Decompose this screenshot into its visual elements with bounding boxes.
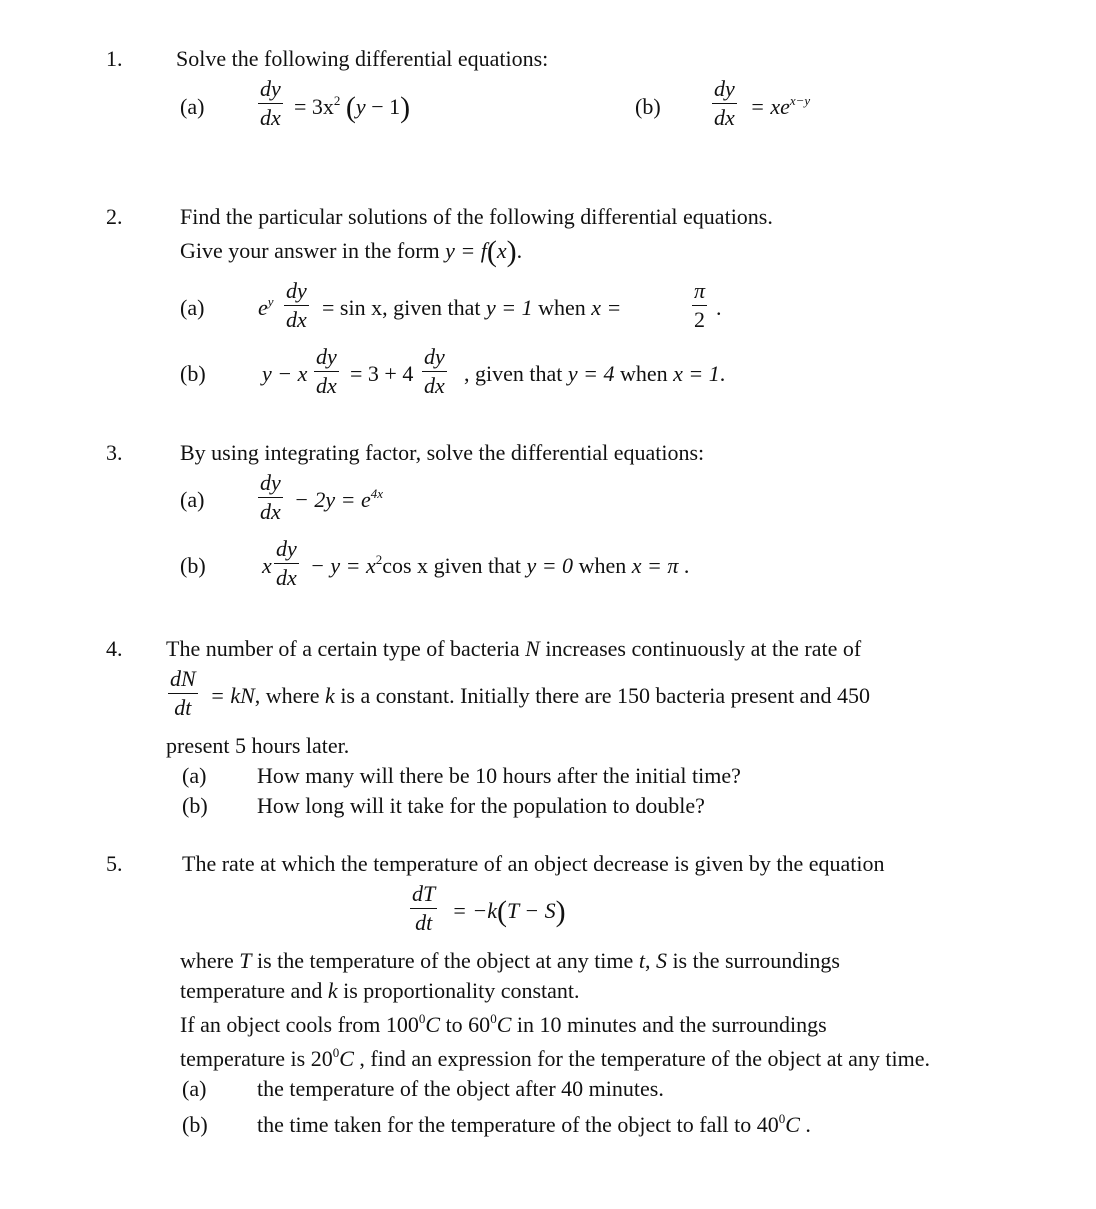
question-2-number: 2. bbox=[106, 204, 123, 229]
denominator: dx bbox=[260, 105, 281, 130]
numerator: dy bbox=[314, 346, 339, 372]
question-2-form-text: Give your answer in the form y = f(x). bbox=[180, 235, 523, 268]
question-4-line-2: = kN, where k is a constant. Initially there are 150 bacteria present and 450 bbox=[210, 683, 870, 708]
question-2b-label: (b) bbox=[180, 361, 206, 386]
question-5-number: 5. bbox=[106, 851, 123, 876]
question-1b-equation: = $xe^{x-y}$ bbox=[750, 93, 811, 119]
numerator: π bbox=[692, 280, 707, 306]
question-3b-equation: − $y = x^2\cos$ x given that y = 0 when x = π . bbox=[310, 552, 690, 578]
question-5-text: The rate at which the temperature of an object decrease is given by the equation bbox=[182, 851, 885, 876]
denominator: dt bbox=[174, 695, 192, 720]
question-4a-text: How many will there be 10 hours after the initial time? bbox=[257, 763, 741, 788]
question-5-cooling-line: If an object cools from $100^0C$ to $60^0C$ in 10 minutes and the surroundings bbox=[180, 1011, 827, 1037]
question-2a-label: (a) bbox=[180, 295, 205, 320]
denominator: 2 bbox=[694, 307, 706, 332]
question-1b-label: (b) bbox=[635, 94, 661, 119]
question-2a-fraction bbox=[284, 280, 309, 331]
numerator: dT bbox=[410, 883, 437, 909]
question-4-line-1: The number of a certain type of bacteria N increases continuously at the rate of bbox=[166, 636, 862, 661]
numerator: dy bbox=[258, 78, 283, 104]
question-3b-lhs: x bbox=[262, 553, 272, 578]
question-5b-text: the time taken for the temperature of the object to fall to $40^0C$ . bbox=[257, 1111, 811, 1137]
denominator: dx bbox=[286, 307, 307, 332]
numerator: dN bbox=[168, 668, 198, 694]
question-1-text: Solve the following differential equations: bbox=[176, 46, 549, 71]
question-4-number: 4. bbox=[106, 636, 123, 661]
denominator: dt bbox=[415, 910, 433, 935]
question-4b-text: How long will it take for the population to double? bbox=[257, 793, 705, 818]
question-2a-pi-fraction bbox=[692, 280, 707, 331]
question-5a-text: the temperature of the object after 40 minutes. bbox=[257, 1076, 664, 1101]
question-5-equation: = −k(T − S) bbox=[452, 895, 566, 928]
question-2b-lhs: y − x bbox=[262, 361, 308, 386]
numerator: dy bbox=[274, 538, 299, 564]
question-4-line-3: present 5 hours later. bbox=[166, 733, 350, 758]
question-3b-label: (b) bbox=[180, 553, 206, 578]
denominator: dx bbox=[424, 373, 445, 398]
question-2b-condition: , given that y = 4 when x = 1. bbox=[464, 361, 726, 386]
question-2b-fraction-2 bbox=[422, 346, 447, 397]
question-3a-label: (a) bbox=[180, 487, 205, 512]
question-1b-fraction bbox=[712, 78, 737, 129]
denominator: dx bbox=[276, 565, 297, 590]
numerator: dy bbox=[284, 280, 309, 306]
question-5-temperature-line: temperature and k is proportionality constant. bbox=[180, 978, 580, 1003]
question-5b-label: (b) bbox=[182, 1112, 208, 1137]
question-4b-label: (b) bbox=[182, 793, 208, 818]
question-3a-fraction bbox=[258, 472, 283, 523]
question-3b-fraction bbox=[274, 538, 299, 589]
denominator: dx bbox=[714, 105, 735, 130]
question-1a-equation: = $3x^2$ (y − 1) bbox=[294, 91, 411, 124]
question-2-text: Find the particular solutions of the following differential equations. bbox=[180, 204, 773, 229]
question-1a-label: (a) bbox=[180, 94, 205, 119]
question-5a-label: (a) bbox=[182, 1076, 207, 1101]
question-3-text: By using integrating factor, solve the differential equations: bbox=[180, 440, 705, 465]
numerator: dy bbox=[422, 346, 447, 372]
question-1-number: 1. bbox=[106, 46, 123, 71]
question-3a-equation: − $2y = e^{4x}$ bbox=[294, 486, 384, 512]
question-2a-period: . bbox=[716, 295, 722, 320]
numerator: dy bbox=[712, 78, 737, 104]
question-2b-fraction-1 bbox=[314, 346, 339, 397]
numerator: dy bbox=[258, 472, 283, 498]
question-2a-lhs: $e^y$ bbox=[258, 294, 274, 320]
question-2b-middle: = 3 + 4 bbox=[350, 361, 414, 386]
question-5-where-line: where T is the temperature of the object at any time t, S is the surroundings bbox=[180, 948, 840, 973]
denominator: dx bbox=[260, 499, 281, 524]
denominator: dx bbox=[316, 373, 337, 398]
question-1a-fraction bbox=[258, 78, 283, 129]
question-5-fraction bbox=[410, 883, 437, 934]
question-3-number: 3. bbox=[106, 440, 123, 465]
question-4-fraction bbox=[168, 668, 198, 719]
question-4a-label: (a) bbox=[182, 763, 207, 788]
question-5-surroundings-line: temperature is $20^0C$ , find an expression for the temperature of the object at any time. bbox=[180, 1045, 930, 1071]
question-2a-equation: = sin x, given that y = 1 when x = bbox=[322, 295, 622, 320]
